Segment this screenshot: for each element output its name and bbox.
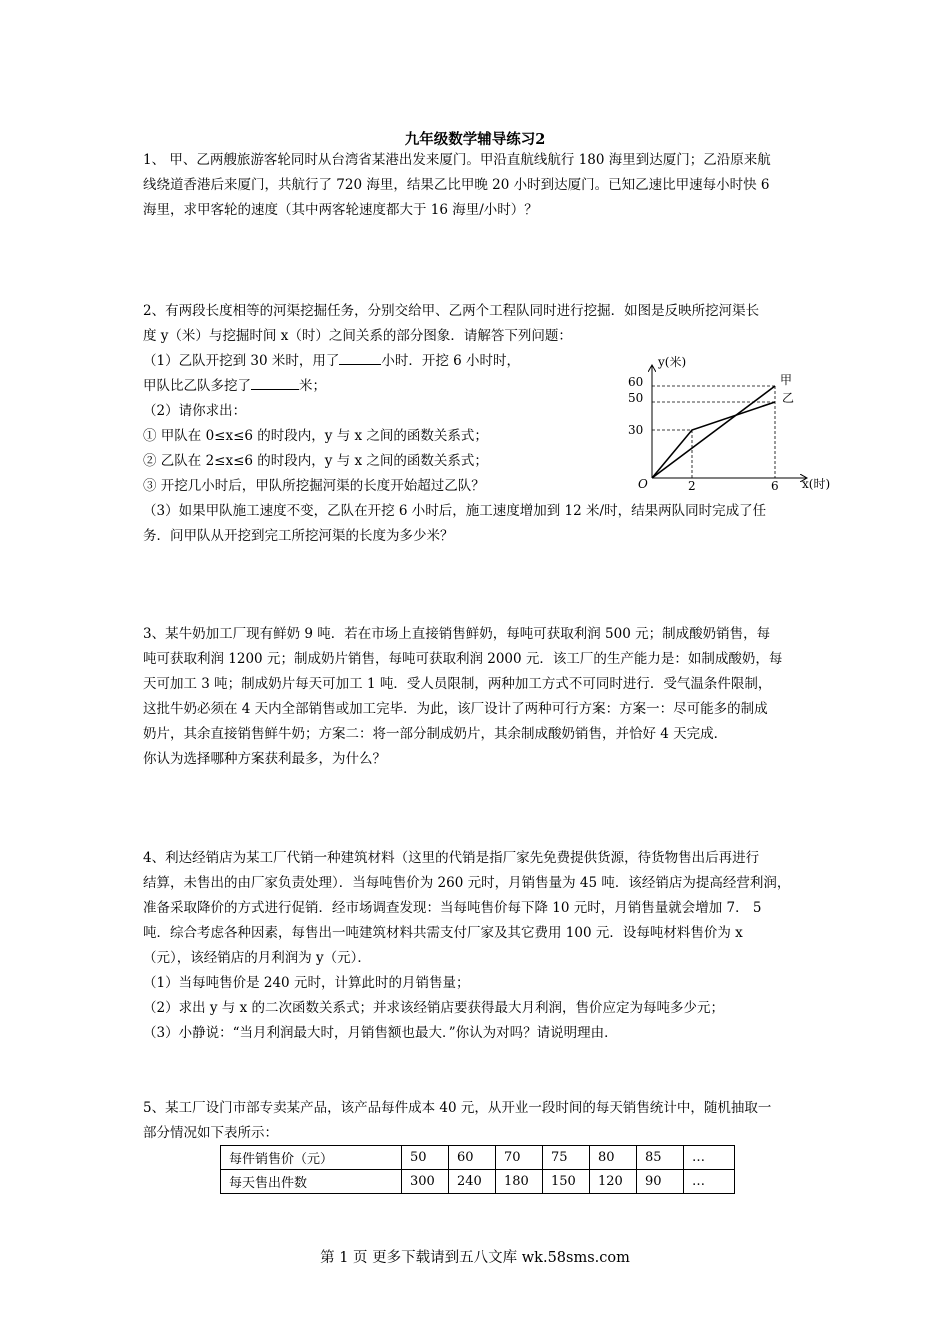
table-cell: 300 [402,1170,449,1194]
q2-intro-line: 度 y（米）与挖掘时间 x（时）之间关系的部分图象．请解答下列问题： [143,328,572,344]
q1-line: 线绕道香港后来厦门，共航行了 720 海里，结果乙比甲晚 20 小时到达厦门。已知乙速比甲速每小时快 6 [143,177,770,193]
table-cell: … [684,1146,735,1170]
q4-line: （3）小静说：“当月利润最大时，月销售额也最大．”你认为对吗？请说明理由． [143,1025,618,1041]
table-cell: 80 [590,1146,637,1170]
question-5 [143,1096,813,1146]
q4-line: （2）求出 y 与 x 的二次函数关系式；并求该经销店要获得最大月利润，售价应定为每吨多少元； [143,1000,724,1016]
q4-line: 准备采取降价的方式进行促销．经市场调查发现：当每吨售价每下降 10 元时，月销售量就会增加 7． 5 [143,900,762,916]
q5-line: 部分情况如下表所示： [143,1125,278,1141]
answer-blank [339,350,381,365]
q2-part1a-text-end: 小时．开挖 6 小时时， [381,353,521,369]
q2-intro-line: 2、有两段长度相等的河渠挖掘任务，分别交给甲、乙两个工程队同时进行挖掘．如图是反映所挖河渠长 [143,303,760,319]
y-axis-label: y(米) [658,355,687,369]
q2-part1a-text: （1）乙队开挖到 30 米时，用了 [143,353,340,369]
q3-line: 奶片，其余直接销售鲜牛奶；方案二：将一部分制成奶片，其余制成酸奶销售，并恰好 4 天完成． [143,726,728,742]
q1-line: 海里，求甲客轮的速度（其中两客轮速度都大于 16 海里/小时）？ [143,202,538,218]
q3-line: 这批牛奶必须在 4 天内全部销售或加工完毕．为此，该厂设计了两种可行方案：方案一：尽可能多的制成 [143,701,768,717]
q3-line: 吨可获取利润 1200 元；制成奶片销售，每吨可获取利润 2000 元．该工厂的生产能力是：如制成酸奶，每 [143,651,783,667]
table-cell: 90 [637,1170,684,1194]
question-4 [143,846,813,1046]
y-tick-50: 50 [628,391,644,405]
table-cell: 70 [496,1146,543,1170]
q3-line: 你认为选择哪种方案获利最多，为什么？ [143,751,386,767]
q4-line: 吨．综合考虑各种因素，每售出一吨建筑材料共需支付厂家及其它费用 100 元．设每吨材料售价为 x [143,925,743,941]
q4-line: 4、利达经销店为某工厂代销一种建筑材料（这里的代销是指厂家先免费提供货源，待货物售出后再进行 [143,850,760,866]
table-cell: … [684,1170,735,1194]
table-cell: 120 [590,1170,637,1194]
q2-part1b-text-end: 米； [299,378,326,394]
page-footer: 第 1 页 更多下载请到五八文库 wk.58sms.com [320,1250,630,1266]
answer-blank [251,375,299,390]
table-row-header: 每天售出件数 [221,1170,402,1194]
x-tick-2: 2 [688,479,696,493]
question-3 [143,622,813,772]
table-cell: 240 [449,1170,496,1194]
x-axis-label: x(时) [802,477,831,491]
q2-function-graph [622,352,852,502]
q2-part2-3: ③ 开挖几小时后，甲队所挖掘河渠的长度开始超过乙队？ [143,478,485,494]
table-row-header: 每件销售价（元） [221,1146,402,1170]
q2-part2: （2）请你求出： [143,403,247,419]
x-tick-6: 6 [771,479,779,493]
table-cell: 50 [402,1146,449,1170]
q1-line: 1、 甲、乙两艘旅游客轮同时从台湾省某港出发来厦门。甲沿直航线航行 180 海里到达厦门；乙沿原来航 [143,152,771,168]
table-row [221,1146,735,1170]
sales-table [220,1145,735,1194]
table-cell: 60 [449,1146,496,1170]
y-tick-60: 60 [628,375,644,389]
line-jia [652,386,775,478]
table-cell: 180 [496,1170,543,1194]
q3-line: 3、某牛奶加工厂现有鲜奶 9 吨．若在市场上直接销售鲜奶，每吨可获取利润 500 元；制成酸奶销售，每 [143,626,771,642]
q2-part1b-text: 甲队比乙队多挖了 [143,378,251,394]
table-row [221,1170,735,1194]
q5-line: 5、某工厂设门市部专卖某产品，该产品每件成本 40 元，从开业一段时间的每天销售统计中，随机抽取一 [143,1100,772,1116]
q4-line: （1）当每吨售价是 240 元时，计算此时的月销售量； [143,975,470,991]
document-title: 九年级数学辅导练习2 [404,131,546,148]
origin-label: O [638,477,648,491]
label-yi: 乙 [782,391,795,405]
table-cell: 85 [637,1146,684,1170]
q3-line: 天可加工 3 吨；制成奶片每天可加工 1 吨．受人员限制，两种加工方式不可同时进行．受气温条件限制， [143,676,772,692]
label-jia: 甲 [780,373,793,387]
table-cell: 75 [543,1146,590,1170]
question-1 [143,148,813,223]
q2-part3-line: （3）如果甲队施工速度不变，乙队在开挖 6 小时后，施工速度增加到 12 米/时，结果两队同时完成了任 [143,503,767,519]
q2-part2-2: ② 乙队在 2≤x≤6 的时段内，y 与 x 之间的函数关系式； [143,453,488,469]
q4-line: 结算，未售出的由厂家负责处理）．当每吨售价为 260 元时，月销售量为 45 吨．该经销店为提高经营利润， [143,875,791,891]
line-yi [652,402,775,478]
q4-line: （元），该经销店的月利润为 y（元）． [143,950,371,966]
table-cell: 150 [543,1170,590,1194]
q2-part2-1: ① 甲队在 0≤x≤6 的时段内，y 与 x 之间的函数关系式； [143,428,488,444]
q2-part3-line: 务．问甲队从开挖到完工所挖河渠的长度为多少米？ [143,528,454,544]
y-tick-30: 30 [628,423,644,437]
